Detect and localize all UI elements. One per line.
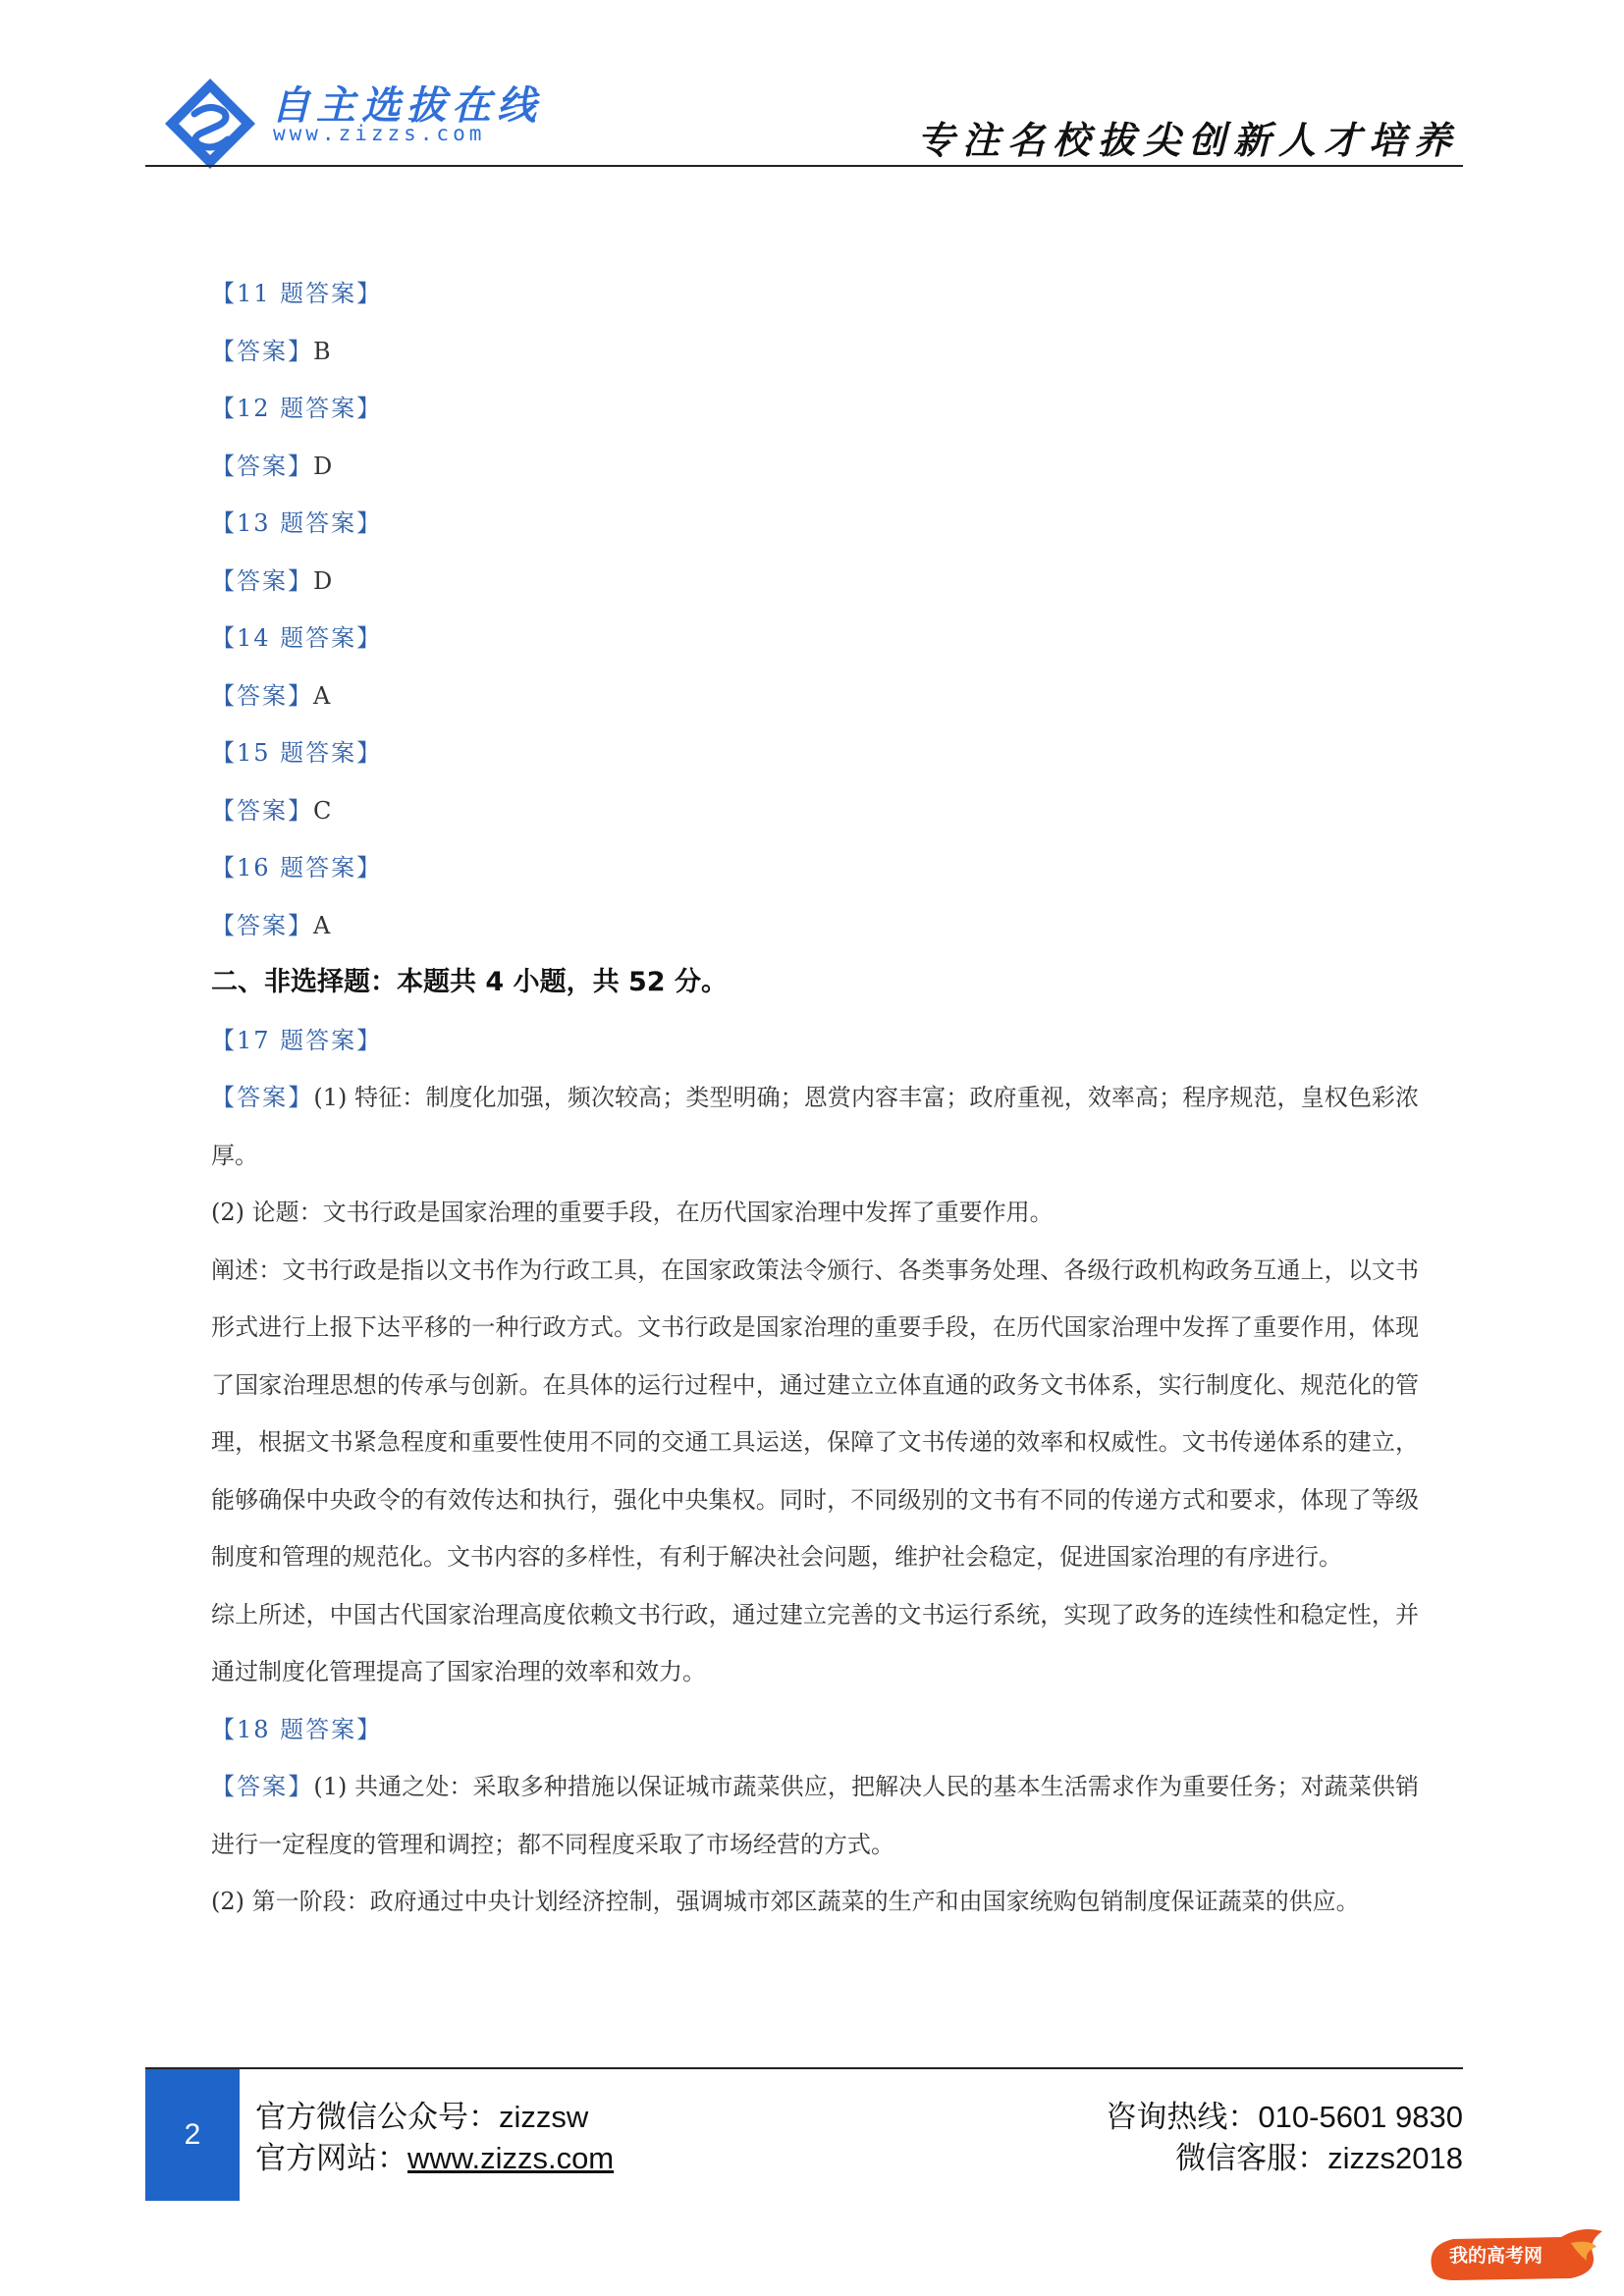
brand-url: www.zizzs.com [273, 122, 486, 145]
answer-text: D [313, 566, 333, 595]
official-site [255, 2138, 614, 2179]
answer-tag: 【答案】 [211, 911, 313, 939]
answer-line [211, 495, 1419, 553]
answer-line [211, 897, 1419, 955]
zizzs-logo-icon [161, 75, 259, 173]
answer-text: A [313, 911, 331, 939]
section-title: 二、非选择题：本题共 4 小题，共 52 分。 [211, 967, 728, 997]
answer-paragraph: (2) 论题：文书行政是国家治理的重要手段，在历代国家治理中发挥了重要作用。 [211, 1199, 1054, 1226]
question-heading: 【11 题答案】 [211, 280, 383, 307]
hotline: 咨询热线：010-5601 9830 [1106, 2100, 1463, 2134]
question-heading: 【14 题答案】 [211, 624, 383, 652]
answer-paragraph [211, 1069, 1419, 1184]
wechat-service: 微信客服：zizzs2018 [1175, 2141, 1463, 2175]
footer-left [255, 2097, 614, 2179]
answer-text: (1) 共通之处：采取多种措施以保证城市蔬菜供应，把解决人民的基本生活需求作为重要任务；对蔬菜供销进行一定程度的管理和调控；都不同程度采取了市场经营的方式。 [211, 1773, 1419, 1858]
site-label: 官方网站： [255, 2141, 407, 2175]
answer-text: (1) 特征：制度化加强，频次较高；类型明确；恩赏内容丰富；政府重视，效率高；程序规范，皇权色彩浓厚。 [211, 1084, 1419, 1169]
brand-name: 自主选拔在线 [271, 83, 542, 129]
answer-line [211, 323, 1419, 381]
answer-line [211, 610, 1419, 667]
answer-tag: 【答案】 [211, 1773, 314, 1800]
answer-tag: 【答案】 [211, 566, 313, 595]
answer-text: B [313, 337, 331, 365]
corner-logo-text: 我的高考网 [1449, 2245, 1543, 2267]
answer-line [211, 782, 1419, 840]
question-heading: 【16 题答案】 [211, 854, 383, 881]
footer-right [1106, 2097, 1463, 2179]
answer-paragraph: 综上所述，中国古代国家治理高度依赖文书行政，通过建立完善的文书运行系统，实现了政务的连续性和稳定性，并通过制度化管理提高了国家治理的效率和效力。 [211, 1600, 1419, 1685]
answer-paragraph [211, 1758, 1419, 1873]
question-heading: 【18 题答案】 [211, 1715, 383, 1743]
answer-tag: 【答案】 [211, 337, 313, 365]
answer-content [211, 265, 1419, 1931]
question-heading: 【15 题答案】 [211, 739, 383, 767]
page-number: 2 [145, 2069, 240, 2201]
answer-tag: 【答案】 [211, 452, 313, 480]
answer-line [211, 265, 1419, 323]
answer-line [211, 839, 1419, 897]
header-slogan: 专注名校拔尖创新人才培养 [916, 118, 1459, 162]
footer-divider [145, 2067, 1463, 2069]
answer-line [211, 553, 1419, 611]
answer-tag: 【答案】 [211, 1084, 314, 1111]
question-heading: 【12 题答案】 [211, 395, 383, 422]
header-divider [145, 165, 1463, 167]
answer-line [211, 667, 1419, 725]
answer-text: C [313, 796, 332, 825]
answer-text: A [313, 681, 331, 710]
wechat-account: 官方微信公众号：zizzsw [255, 2100, 589, 2134]
answer-text: D [313, 452, 333, 480]
answer-line [211, 724, 1419, 782]
answer-line [211, 438, 1419, 496]
corner-logo [1424, 2223, 1610, 2286]
answer-paragraph: (2) 第一阶段：政府通过中央计划经济控制，强调城市郊区蔬菜的生产和由国家统购包销制度保证蔬菜的供应。 [211, 1888, 1360, 1915]
page-header [145, 69, 1461, 167]
answer-paragraph: 阐述：文书行政是指以文书作为行政工具，在国家政策法令颁行、各类事务处理、各级行政机构政务互通上，以文书形式进行上报下达平移的一种行政方式。文书行政是国家治理的重要手段，在历代国家治理中发挥了重要作用，体现了国家治理思想的传承与创新。在具体的运行过程中，通过建立立体直通的政务文书体系，实行制度化、规范化的管理，根据文书紧急程度和重要性使用不同的交通工具运送，保障了文书传递的效率和权威性。文书传递体系的建立，能够确保中央政令的有效传达和执行，强化中央集权。同时，不同级别的文书有不同的传递方式和要求，体现了等级制度和管理的规范化。文书内容的多样性，有利于解决社会问题，维护社会稳定，促进国家治理的有序进行。 [211, 1255, 1419, 1571]
question-heading: 【13 题答案】 [211, 509, 383, 537]
answer-tag: 【答案】 [211, 681, 313, 710]
answer-tag: 【答案】 [211, 796, 313, 825]
answer-line [211, 380, 1419, 438]
site-link[interactable]: www.zizzs.com [407, 2141, 615, 2175]
question-heading: 【17 题答案】 [211, 1026, 383, 1054]
